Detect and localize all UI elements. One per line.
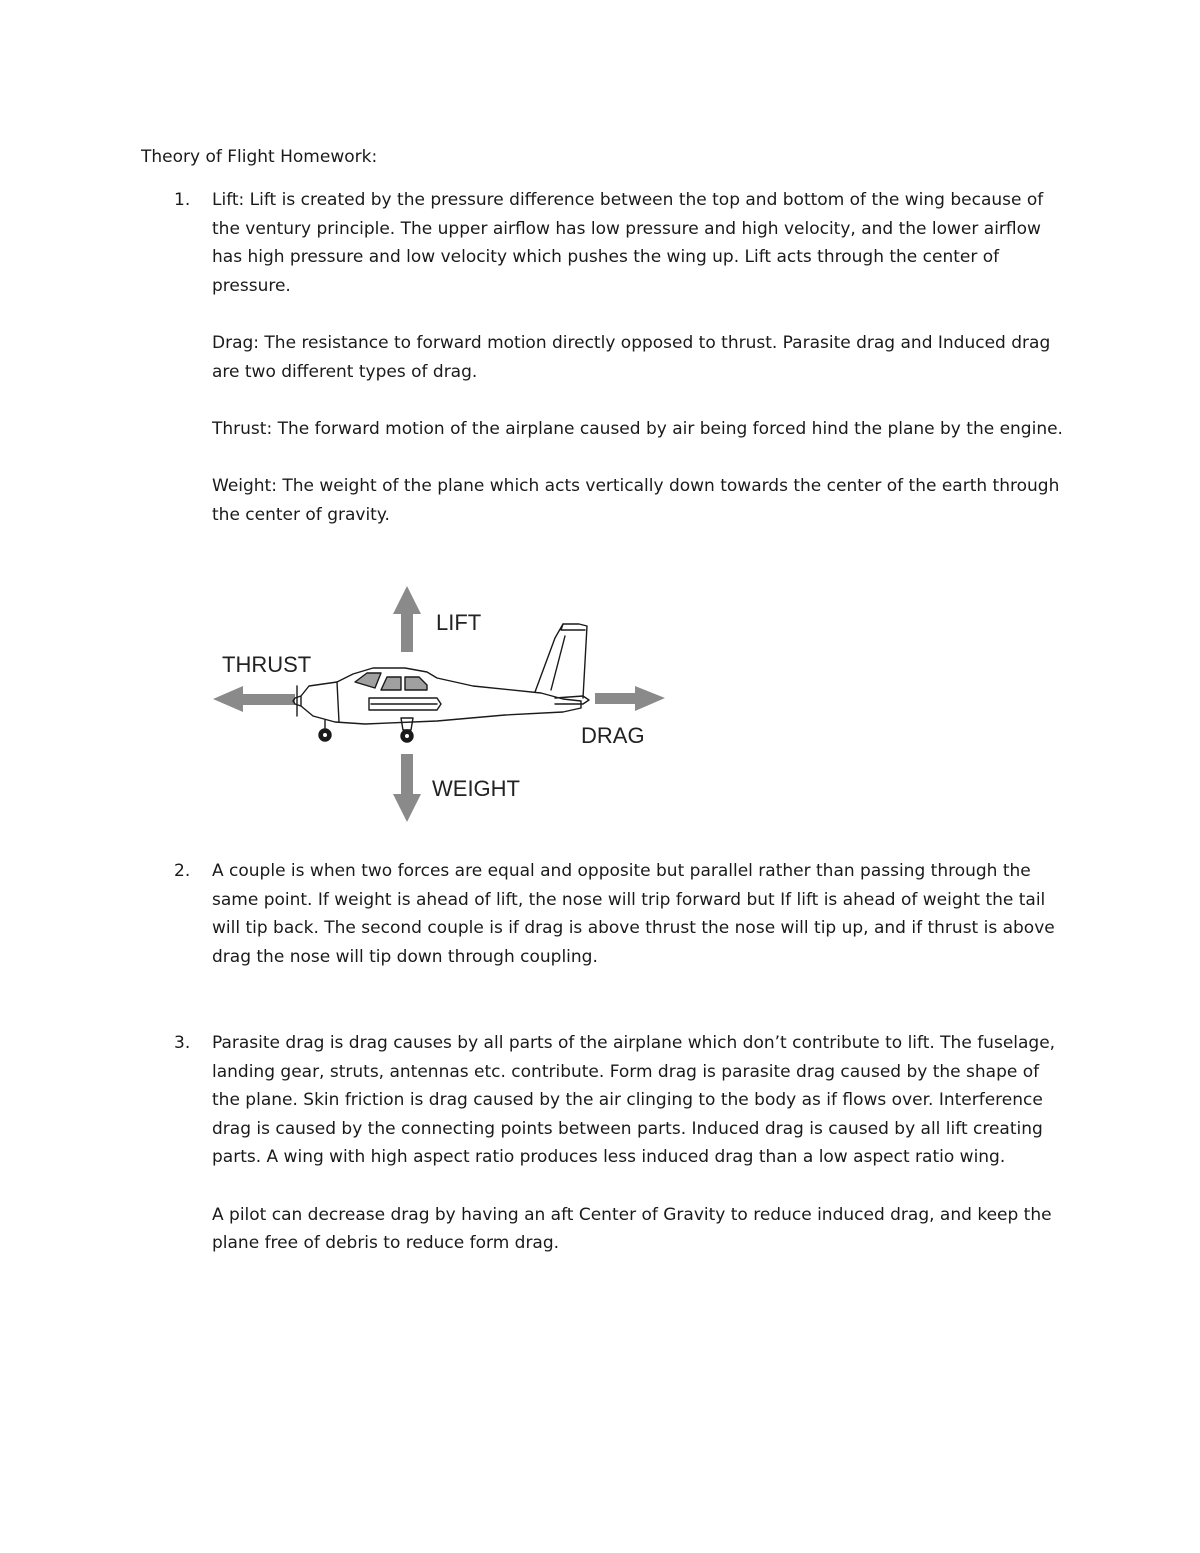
list-number: 3. bbox=[174, 1033, 191, 1053]
airplane bbox=[293, 624, 589, 742]
weight-paragraph: Weight: The weight of the plane which acts vertically down towards the center of the earth through the center of gravity. bbox=[212, 475, 1060, 525]
list-number: 1. bbox=[174, 190, 191, 210]
couple-paragraph: A couple is when two forces are equal and opposite but parallel rather than passing through the same point. If weight is ahead of lift, the nose will trip forward but If lift is ahead of weight the tail will tip back. The second couple is if drag is above thrust the nose will tip up, and if thrust is above drag the nose will tip down through coupling. bbox=[212, 861, 1055, 967]
drag-label: DRAG bbox=[581, 723, 645, 748]
lift-label: LIFT bbox=[436, 610, 482, 635]
list-item-3 bbox=[141, 1029, 1071, 1258]
drag-arrow bbox=[595, 686, 665, 711]
lift-paragraph: Lift: Lift is created by the pressure difference between the top and bottom of the wing because of the ventury principle. The upper airflow has low pressure and high velocity, and the lower airflow has high pressure and low velocity which pushes the wing up. Lift acts through the center of pressure. bbox=[212, 190, 1044, 296]
weight-label: WEIGHT bbox=[432, 776, 520, 801]
parasite-drag-paragraph: Parasite drag is drag causes by all parts of the airplane which don’t contribute to lift. The fuselage, landing gear, struts, antennas etc. contribute. Form drag is parasite drag caused by the shape of the plane. Skin friction is drag caused by the air clinging to the body as if flows over. Interference drag is caused by the connecting points between parts. Induced drag is caused by all lift creating parts. A wing with high aspect ratio produces less induced drag than a low aspect ratio wing. bbox=[212, 1033, 1056, 1168]
thrust-paragraph: Thrust: The forward motion of the airplane caused by air being forced hind the plane by the engine. bbox=[212, 418, 1063, 439]
four-forces-diagram bbox=[205, 578, 675, 828]
thrust-arrow bbox=[213, 686, 295, 712]
weight-arrow bbox=[393, 754, 421, 822]
document-title: Theory of Flight Homework: bbox=[141, 147, 378, 167]
list-item-2 bbox=[141, 857, 1071, 971]
reduce-drag-paragraph: A pilot can decrease drag by having an aft Center of Gravity to reduce induced drag, and keep the plane free of debris to reduce form drag. bbox=[212, 1204, 1052, 1254]
list-item-1 bbox=[141, 186, 1071, 529]
lift-arrow bbox=[393, 586, 421, 652]
thrust-label: THRUST bbox=[222, 652, 312, 677]
drag-paragraph: Drag: The resistance to forward motion directly opposed to thrust. Parasite drag and Induced drag are two different types of drag. bbox=[212, 332, 1051, 382]
list-number: 2. bbox=[174, 861, 191, 881]
